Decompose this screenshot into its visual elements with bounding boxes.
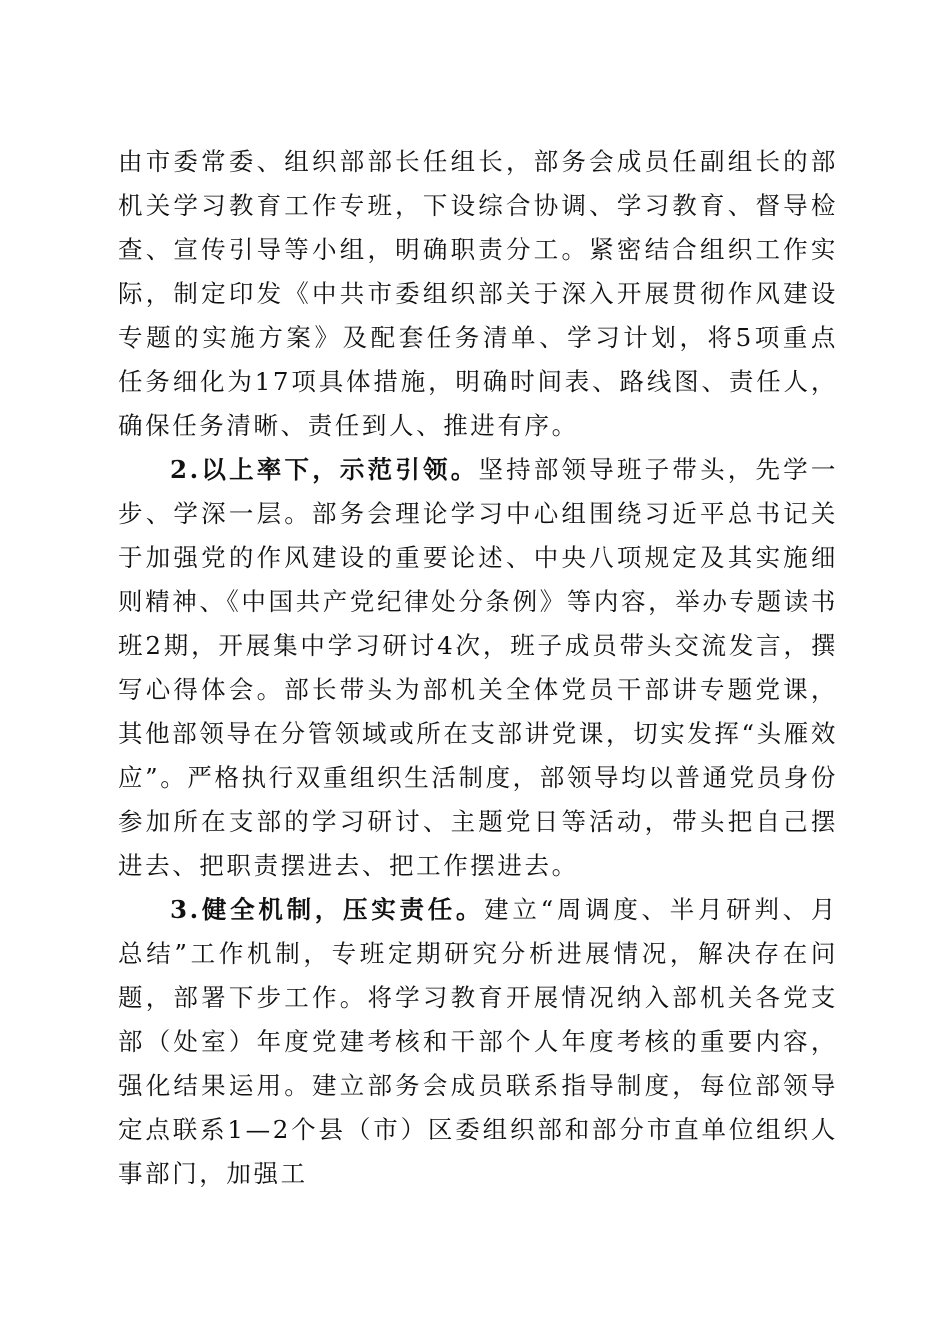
document-page (118, 140, 838, 1196)
paragraph-2 (118, 448, 838, 888)
paragraph-continued (118, 140, 838, 448)
paragraph-3 (118, 888, 838, 1196)
paragraph-1-text: 由市委常委、组织部部长任组长，部务会成员任副组长的部机关学习教育工作专班，下设综合协调、学习教育、督导检查、宣传引导等小组，明确职责分工。紧密结合组织工作实际，制定印发《中共市委组织部关于深入开展贯彻作风建设专题的实施方案》及配套任务清单、学习计划，将5项重点任务细化为17项具体措施，明确时间表、路线图、责任人，确保任务清晰、责任到人、推进有序。 (118, 147, 838, 440)
paragraph-2-text: 坚持部领导班子带头，先学一步、学深一层。部务会理论学习中心组围绕习近平总书记关于加强党的作风建设的重要论述、中央八项规定及其实施细则精神、《中国共产党纪律处分条例》等内容，举办专题读书班2期，开展集中学习研讨4次，班子成员带头交流发言，撰写心得体会。部长带头为部机关全体党员干部讲专题党课，其他部领导在分管领域或所在支部讲党课，切实发挥“头雁效应”。严格执行双重组织生活制度，部领导均以普通党员身份参加所在支部的学习研讨、主题党日等活动，带头把自己摆进去、把职责摆进去、把工作摆进去。 (118, 455, 838, 880)
paragraph-3-text: 建立“周调度、半月研判、月总结”工作机制，专班定期研究分析进展情况，解决存在问题，部署下步工作。将学习教育开展情况纳入部机关各党支部（处室）年度党建考核和干部个人年度考核的重要内容，强化结果运用。建立部务会成员联系指导制度，每位部领导定点联系1—2个县（市）区委组织部和部分市直单位组织人事部门，加强工 (118, 895, 839, 1188)
paragraph-2-heading: 2.以上率下，示范引领。 (170, 455, 479, 484)
paragraph-3-heading: 3.健全机制，压实责任。 (170, 895, 485, 924)
